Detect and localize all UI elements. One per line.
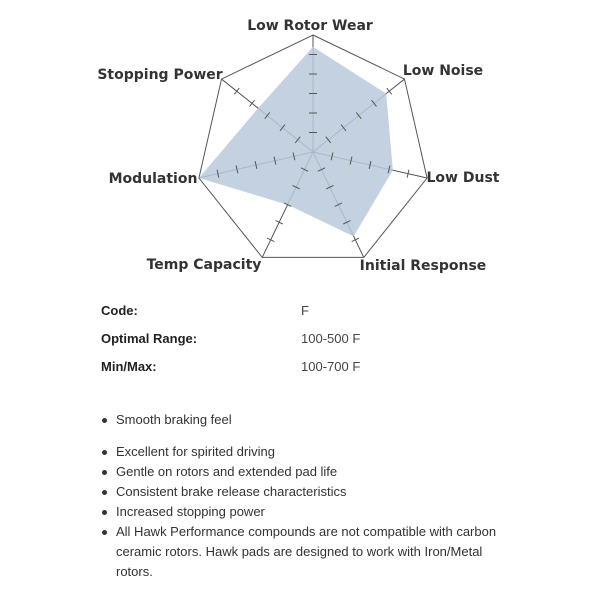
bullet-icon — [102, 530, 107, 535]
spec-row-optimal-range — [101, 331, 521, 359]
feature-text: Increased stopping power — [116, 504, 265, 519]
feature-item — [100, 442, 500, 462]
axis-label: Stopping Power — [97, 67, 223, 83]
optimal-range-value: 100-500 F — [301, 331, 361, 346]
min-max-label: Min/Max: — [101, 359, 157, 374]
optimal-range-label: Optimal Range: — [101, 331, 198, 346]
radar-tick — [387, 88, 392, 94]
bullet-icon — [102, 490, 107, 495]
feature-text: Excellent for spirited driving — [116, 444, 275, 459]
code-label: Code: — [101, 303, 138, 318]
bullet-icon — [102, 450, 107, 455]
radar-tick — [276, 221, 283, 224]
spec-table — [101, 303, 521, 387]
axis-label: Modulation — [108, 171, 198, 187]
feature-item — [100, 462, 500, 482]
feature-list — [100, 410, 500, 582]
radar-tick — [250, 100, 255, 106]
spec-row-min-max — [101, 359, 521, 387]
axis-label: Temp Capacity — [146, 257, 262, 273]
axis-label: Low Dust — [426, 170, 500, 186]
radar-tick — [352, 238, 359, 241]
bullet-icon — [102, 510, 107, 515]
bullet-icon — [102, 470, 107, 475]
min-max-value: 100-700 F — [301, 359, 361, 374]
axis-label: Initial Response — [359, 258, 487, 274]
radar-tick — [234, 88, 239, 94]
spec-row-code — [101, 303, 521, 331]
feature-item — [100, 522, 500, 582]
feature-item — [100, 482, 500, 502]
radar-chart — [0, 0, 600, 290]
feature-item — [100, 410, 500, 430]
feature-item — [100, 502, 500, 522]
feature-text: All Hawk Performance compounds are not compatible with carbon ceramic rotors. Hawk pads are designed to work with Iron/Metal rotors. — [116, 524, 497, 579]
feature-text: Consistent brake release characteristics — [116, 484, 347, 499]
radar-tick — [267, 238, 274, 241]
bullet-icon — [102, 418, 107, 423]
feature-text: Smooth braking feel — [116, 412, 232, 427]
code-value: F — [301, 303, 309, 318]
axis-label: Low Noise — [402, 63, 484, 79]
feature-text: Gentle on rotors and extended pad life — [116, 464, 338, 479]
axis-label: Low Rotor Wear — [247, 18, 373, 34]
